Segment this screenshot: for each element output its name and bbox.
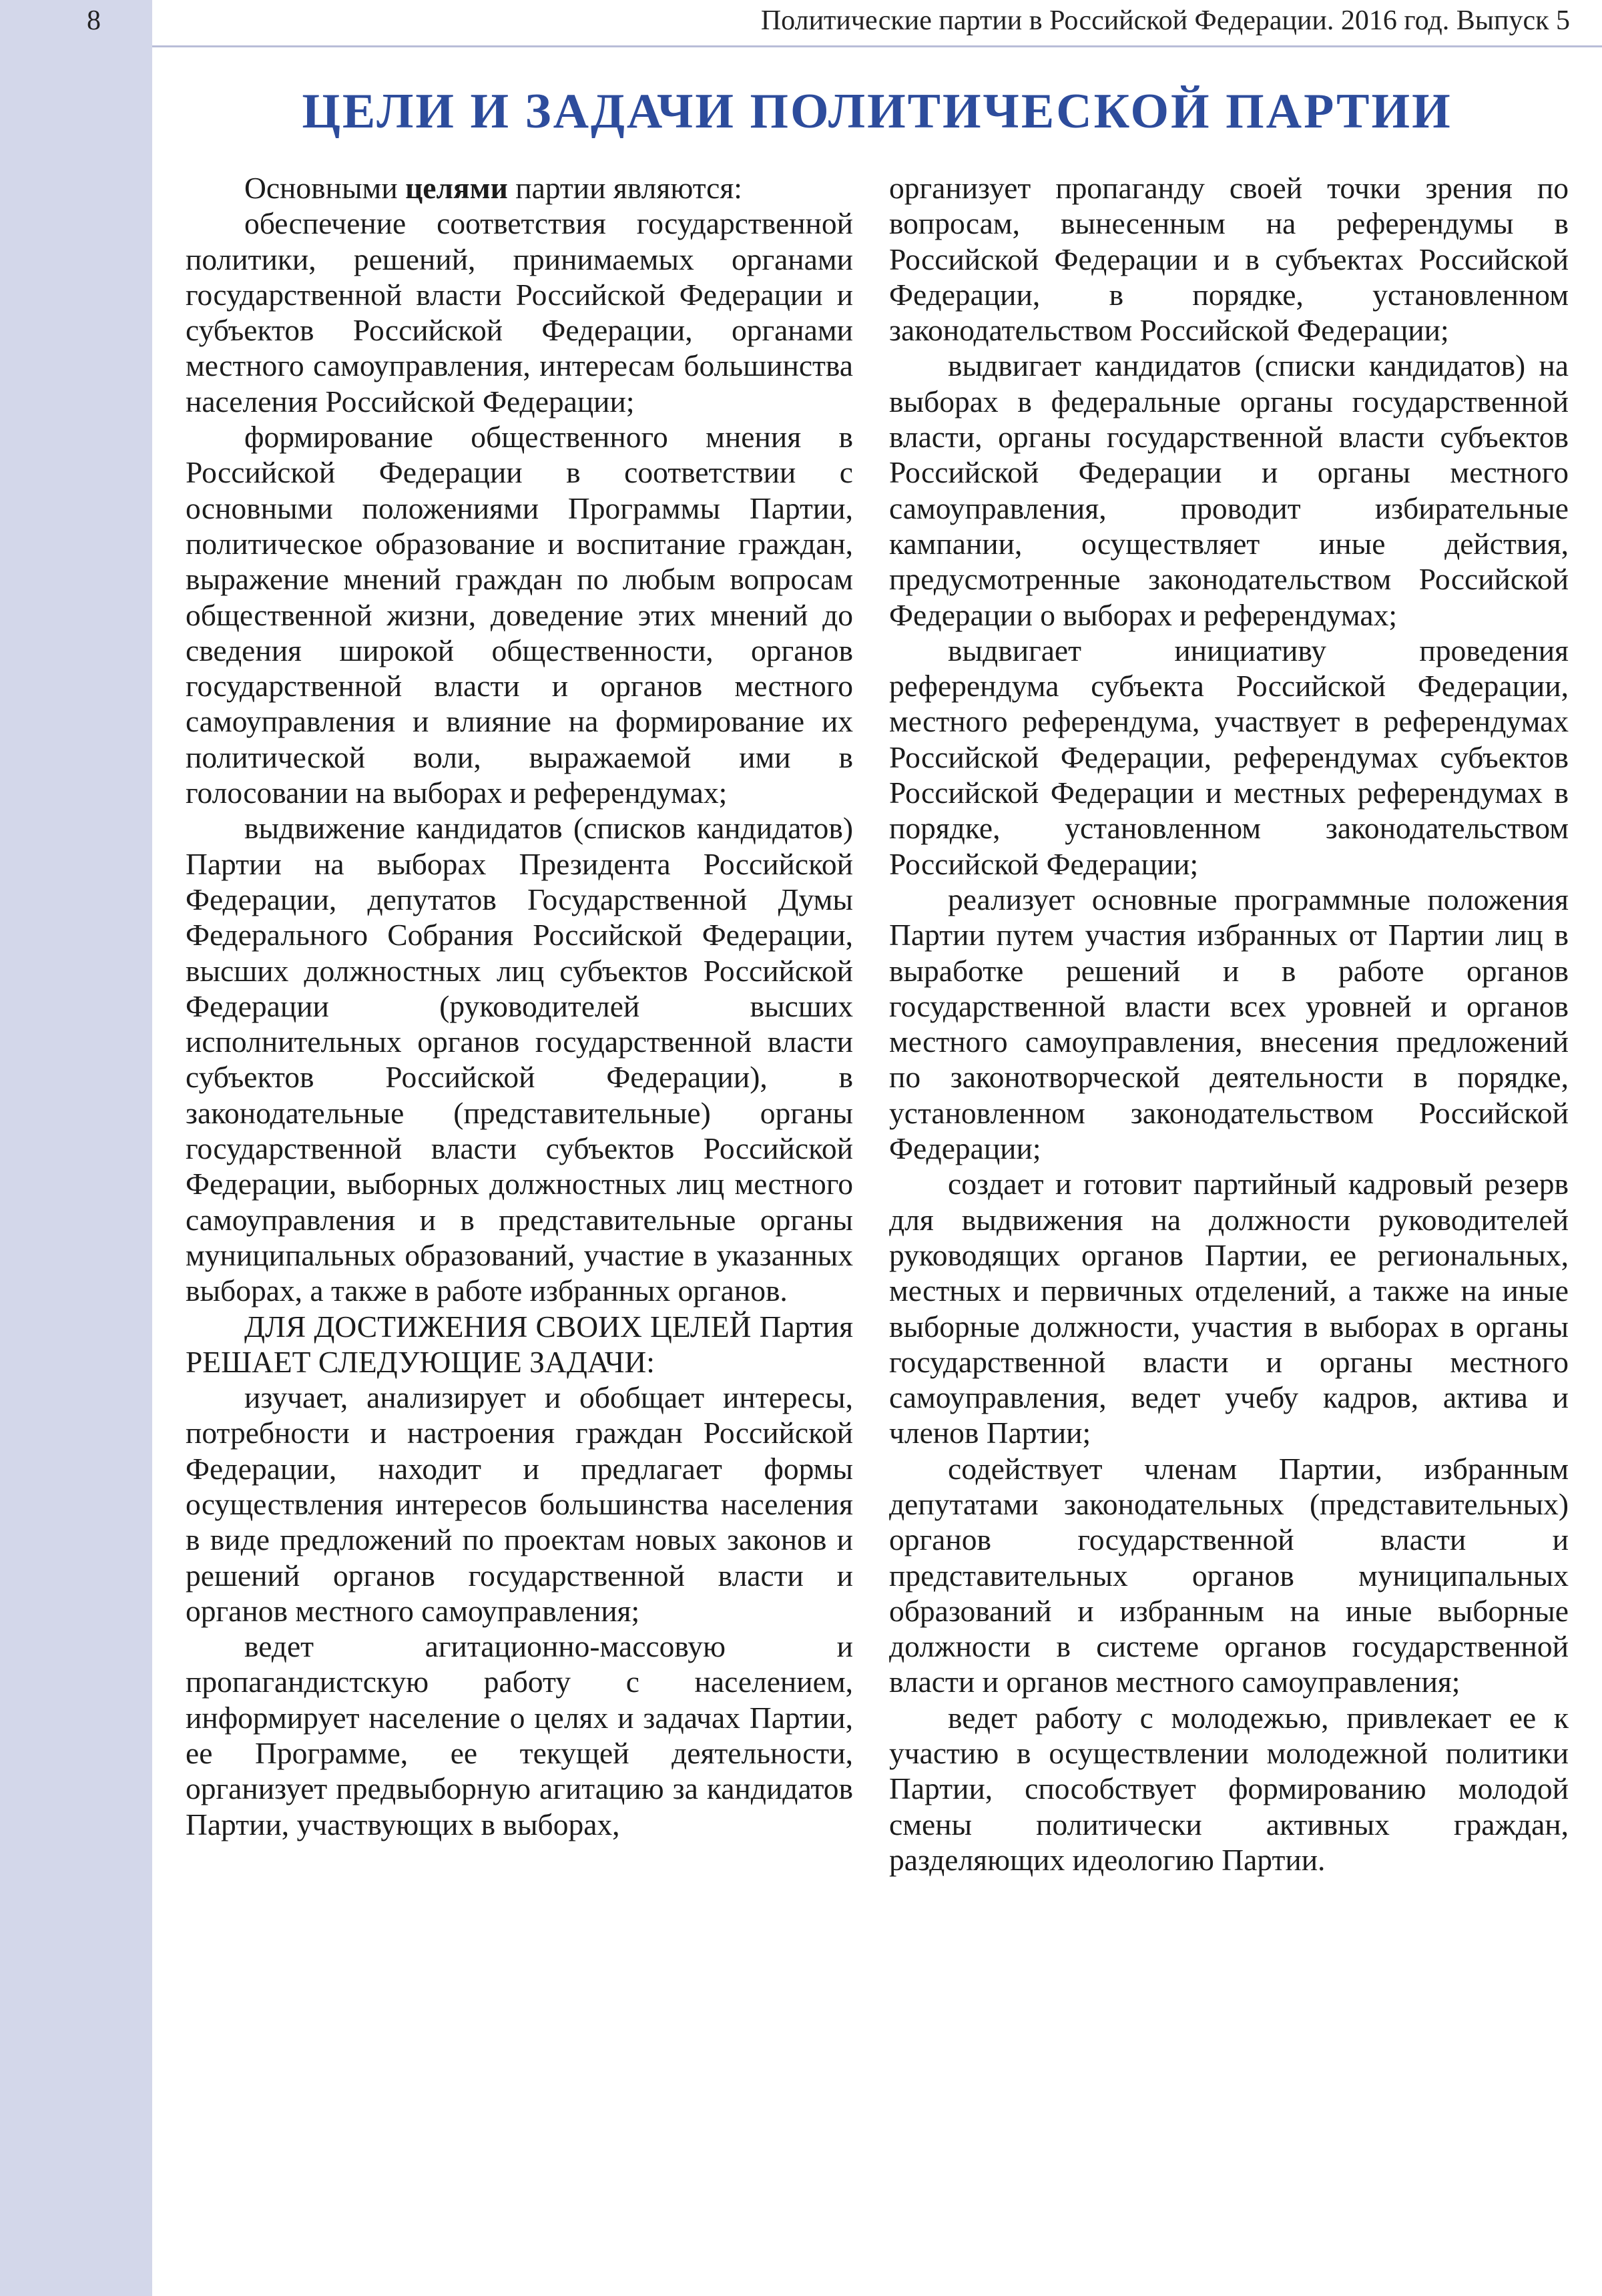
paragraph: ведет агитационно-массовую и пропагандистскую работу с населением, информирует население о целях и задачах Партии, ее Программе, ее текущей деятельности, организует предвыборную агитацию за кандидатов Партии, участвующих в выборах, [186, 1629, 853, 1841]
intro-text-before: Основными [244, 171, 398, 205]
right-column [889, 170, 1569, 1878]
left-column [186, 170, 853, 1842]
paragraph: создает и готовит партийный кадровый резерв для выдвижения на должности руководителей руководящих органов Партии, ее региональных, местных и первичных отделений, а также на иные выборные должности, участия в выборах в органы государственной власти и органы местного самоуправления, ведет учебу кадров, актива и членов Партии; [889, 1167, 1569, 1450]
side-color-band [0, 0, 152, 2296]
paragraph: изучает, анализирует и обобщает интересы, потребности и настроения граждан Российской Федерации, находит и предлагает формы осуществления интересов большинства населения в виде предложений по проектам новых законов и решений органов государственной власти и органов местного самоуправления; [186, 1380, 853, 1628]
running-header: Политические партии в Российской Федерации. 2016 год. Выпуск 5 [760, 5, 1570, 36]
paragraph: обеспечение соответствия государственной политики, решений, принимаемых органами государственной власти Российской Федерации и субъектов Российской Федерации, органами местного самоуправления, интересам большинства населения Российской Федерации; [186, 206, 853, 418]
paragraph: содействует членам Партии, избранным депутатами законодательных (представительных) органов государственной власти и представительных органов муниципальных образований и избранным на иные выборные должности в системе органов государственной власти и органов местного самоуправления; [889, 1451, 1569, 1699]
goals-intro [186, 170, 853, 206]
paragraph: выдвигает кандидатов (списки кандидатов) на выборах в федеральные органы государственной власти, органы государственной власти субъектов Российской Федерации и органы местного самоуправления, проводит избирательные кампании, осуществляет иные действия, предусмотренные законодательством Российской Федерации о выборах и референдумах; [889, 348, 1569, 632]
intro-text-after: партии являются: [515, 171, 742, 205]
header-divider [152, 45, 1602, 47]
intro-bold-word: целями [405, 171, 508, 205]
paragraph: выдвигает инициативу проведения референдума субъекта Российской Федерации, местного референдума, участвует в референдумах Российской Федерации, референдумах субъектов Российской Федерации и местных референдумах в порядке, установленном законодательством Российской Федерации; [889, 633, 1569, 881]
paragraph: выдвижение кандидатов (списков кандидатов) Партии на выборах Президента Российской Федерации, депутатов Государственной Думы Федерального Собрания Российской Федерации, высших должностных лиц субъектов Российской Федерации (руководителей высших исполнительных органов государственной власти субъектов Российской Федерации), в законодательные (представительные) органы государственной власти субъектов Российской Федерации, выборных должностных лиц местного самоуправления и в представительные органы муниципальных образований, участие в указанных выборах, а также в работе избранных органов. [186, 811, 853, 1308]
paragraph-continuation: организует пропаганду своей точки зрения по вопросам, вынесенным на референдумы в Российской Федерации и в субъектах Российской Федерации, в порядке, установленном законодательством Российской Федерации; [889, 171, 1569, 348]
paragraph: ведет работу с молодежью, привлекает ее к участию в осуществлении молодежной политики Партии, способствует формированию молодой смены политически активных граждан, разделяющих идеологию Партии. [889, 1700, 1569, 1877]
page-title: ЦЕЛИ И ЗАДАЧИ ПОЛИТИЧЕСКОЙ ПАРТИИ [302, 84, 1452, 139]
tasks-heading: ДЛЯ ДОСТИЖЕНИЯ СВОИХ ЦЕЛЕЙ Партия РЕШАЕТ СЛЕДУЮЩИЕ ЗАДАЧИ: [186, 1309, 853, 1379]
paragraph: формирование общественного мнения в Российской Федерации в соответствии с основными положениями Программы Партии, политическое образование и воспитание граждан, выражение мнений граждан по любым вопросам общественной жизни, доведение этих мнений до сведения широкой общественности, органов государственной власти и органов местного самоуправления и влияние на формирование их политической воли, выражаемой ими в голосовании на выборах и референдумах; [186, 420, 853, 810]
paragraph: реализует основные программные положения Партии путем участия избранных от Партии лиц в выработке решений и в работе органов государственной власти всех уровней и органов местного самоуправления, внесения предложений по законотворческой деятельности в порядке, установленном законодательством Российской Федерации; [889, 882, 1569, 1166]
page-number: 8 [87, 5, 101, 36]
